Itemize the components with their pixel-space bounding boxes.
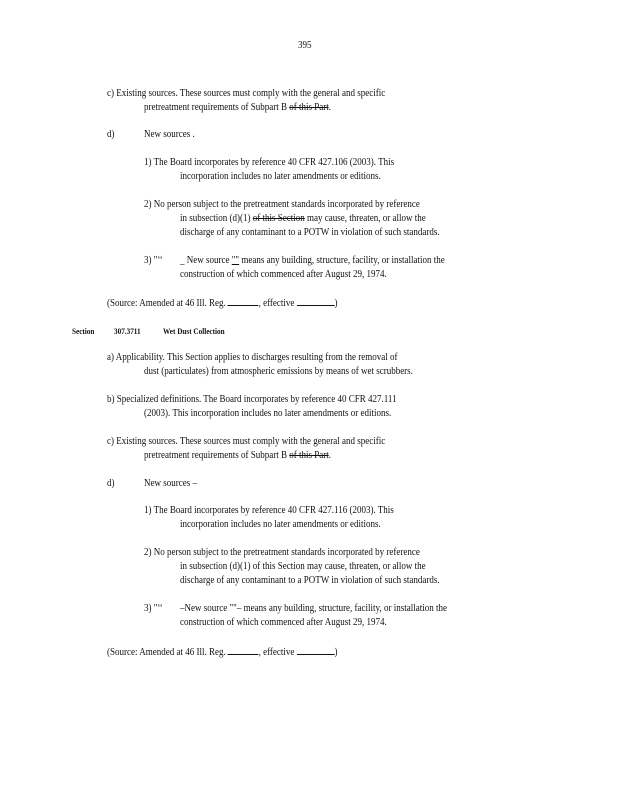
- source-note: (Source: Amended at 46 Ill. Reg. , effective ): [107, 298, 338, 309]
- no-person-line-2: in subsection (d)(1) of this Section may cause, threaten, or allow the: [180, 213, 426, 224]
- incorporation-line-2: incorporation includes no later amendments or editions.: [180, 519, 381, 530]
- blank-line: [228, 296, 259, 306]
- new-source-def-line-1: _ New source "" means any building, structure, facility, or installation the: [180, 255, 445, 266]
- underlined-quotes: "": [231, 255, 240, 266]
- existing-sources-line-1: c) Existing sources. These sources must comply with the general and specific: [107, 88, 386, 99]
- existing-sources-line-1: c) Existing sources. These sources must comply with the general and specific: [107, 436, 386, 447]
- no-person-line-1: 2) No person subject to the pretreatment standards incorporated by reference: [144, 199, 420, 210]
- blank-line: [228, 645, 259, 655]
- incorporation-line-1: 1) The Board incorporates by reference 40 CFR 427.106 (2003). This: [144, 157, 395, 168]
- no-person-line-3: discharge of any contaminant to a POTW in violation of such standards.: [180, 575, 440, 586]
- new-sources-label: d): [107, 478, 115, 489]
- specialized-definitions-line-2: (2003). This incorporation includes no later amendments or editions.: [144, 408, 392, 419]
- specialized-definitions-line-1: b) Specialized definitions. The Board incorporates by reference 40 CFR 427.111: [107, 394, 397, 405]
- struck-text: of this Part: [289, 450, 329, 461]
- new-sources-heading: New sources –: [144, 478, 197, 489]
- no-person-line-3: discharge of any contaminant to a POTW in violation of such standards.: [180, 227, 440, 238]
- section-label: Section: [72, 327, 95, 336]
- incorporation-line-2: incorporation includes no later amendments or editions.: [180, 171, 381, 182]
- no-person-line-2: in subsection (d)(1) of this Section may cause, threaten, or allow the: [180, 561, 426, 572]
- blank-line: [297, 296, 335, 306]
- no-person-line-1: 2) No person subject to the pretreatment standards incorporated by reference: [144, 547, 420, 558]
- new-source-def-line-2: construction of which commenced after August 29, 1974.: [180, 617, 387, 628]
- blank-line: [297, 645, 335, 655]
- incorporation-line-1: 1) The Board incorporates by reference 40 CFR 427.116 (2003). This: [144, 505, 394, 516]
- struck-text: of this Section: [252, 213, 305, 224]
- struck-text: of this Part: [289, 102, 329, 113]
- new-sources-label: d): [107, 129, 115, 140]
- existing-sources-line-2: pretreatment requirements of Subpart B of this Part.: [144, 102, 331, 113]
- new-source-def-number: 3) "‘‘: [144, 603, 163, 614]
- page-number: 395: [298, 40, 312, 51]
- section-number: 307.3711: [114, 327, 141, 336]
- new-source-def-line-1: –New source ""– means any building, structure, facility, or installation the: [180, 603, 447, 614]
- existing-sources-line-2: pretreatment requirements of Subpart B of this Part.: [144, 450, 331, 461]
- new-source-def-line-2: construction of which commenced after August 29, 1974.: [180, 269, 387, 280]
- section-title: Wet Dust Collection: [163, 327, 225, 336]
- new-sources-heading: New sources .: [144, 129, 195, 140]
- new-source-def-number: 3) "‘‘: [144, 255, 163, 266]
- applicability-line-2: dust (particulates) from atmospheric emissions by means of wet scrubbers.: [144, 366, 413, 377]
- applicability-line-1: a) Applicability. This Section applies to discharges resulting from the removal of: [107, 352, 398, 363]
- source-note: (Source: Amended at 46 Ill. Reg. , effective ): [107, 647, 338, 658]
